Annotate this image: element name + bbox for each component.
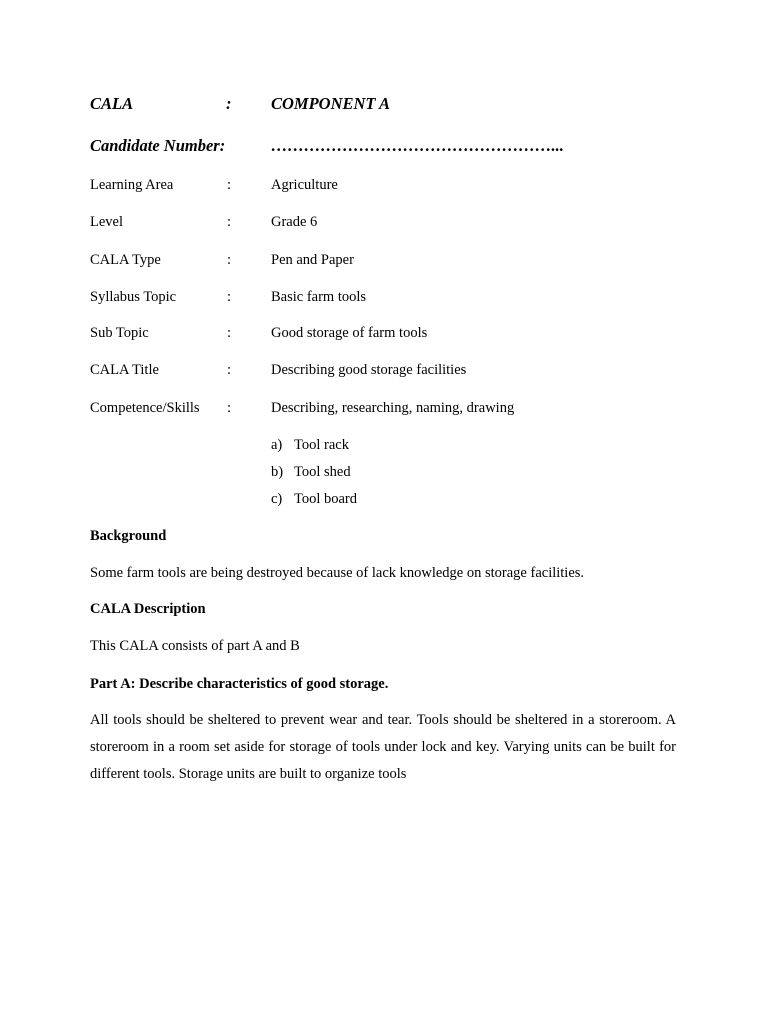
detail-label: Learning Area <box>90 177 174 193</box>
part-a-heading: Part A: Describe characteristics of good storage. <box>90 676 389 692</box>
component-title: COMPONENT A <box>271 94 391 113</box>
list-marker: b) <box>271 464 284 480</box>
detail-value: Describing good storage facilities <box>271 362 467 378</box>
list-text: Tool rack <box>294 437 349 453</box>
detail-label: Level <box>90 214 124 230</box>
detail-value: Grade 6 <box>271 214 318 230</box>
detail-value: Describing, researching, naming, drawing <box>271 400 515 416</box>
detail-value: Agriculture <box>271 177 338 193</box>
detail-label: Competence/Skills <box>90 400 200 416</box>
part-a-paragraph: All tools should be sheltered to prevent wear and tear. Tools should be sheltered in a storeroom. A storeroom in a room set aside for storage of tools under lock and key. Varying units can be built for different tools. Storage units are built to organize tools <box>90 712 676 782</box>
background-text: Some farm tools are being destroyed because of lack knowledge on storage facilities. <box>90 565 585 581</box>
candidate-number-field: ……………………………………………... <box>271 136 564 155</box>
detail-colon: : <box>227 289 232 305</box>
detail-colon: : <box>227 325 232 341</box>
detail-colon: : <box>227 400 232 416</box>
cala-description-heading: CALA Description <box>90 601 206 617</box>
detail-label: Syllabus Topic <box>90 289 177 305</box>
background-heading: Background <box>90 528 167 544</box>
detail-label: CALA Type <box>90 252 161 268</box>
detail-value: Pen and Paper <box>271 252 354 268</box>
list-text: Tool board <box>294 491 358 507</box>
detail-label: CALA Title <box>90 362 159 378</box>
list-text: Tool shed <box>294 464 351 480</box>
detail-value: Good storage of farm tools <box>271 325 428 341</box>
detail-value: Basic farm tools <box>271 289 367 305</box>
candidate-number-label: Candidate Number: <box>90 136 226 155</box>
detail-label: Sub Topic <box>90 325 149 341</box>
cala-header-label: CALA <box>90 94 134 113</box>
detail-colon: : <box>227 362 232 378</box>
cala-description-text: This CALA consists of part A and B <box>90 638 300 654</box>
list-marker: c) <box>271 491 283 507</box>
list-marker: a) <box>271 437 283 453</box>
detail-colon: : <box>227 252 232 268</box>
detail-colon: : <box>227 177 232 193</box>
detail-colon: : <box>227 214 232 230</box>
cala-header-colon: : <box>226 94 232 113</box>
